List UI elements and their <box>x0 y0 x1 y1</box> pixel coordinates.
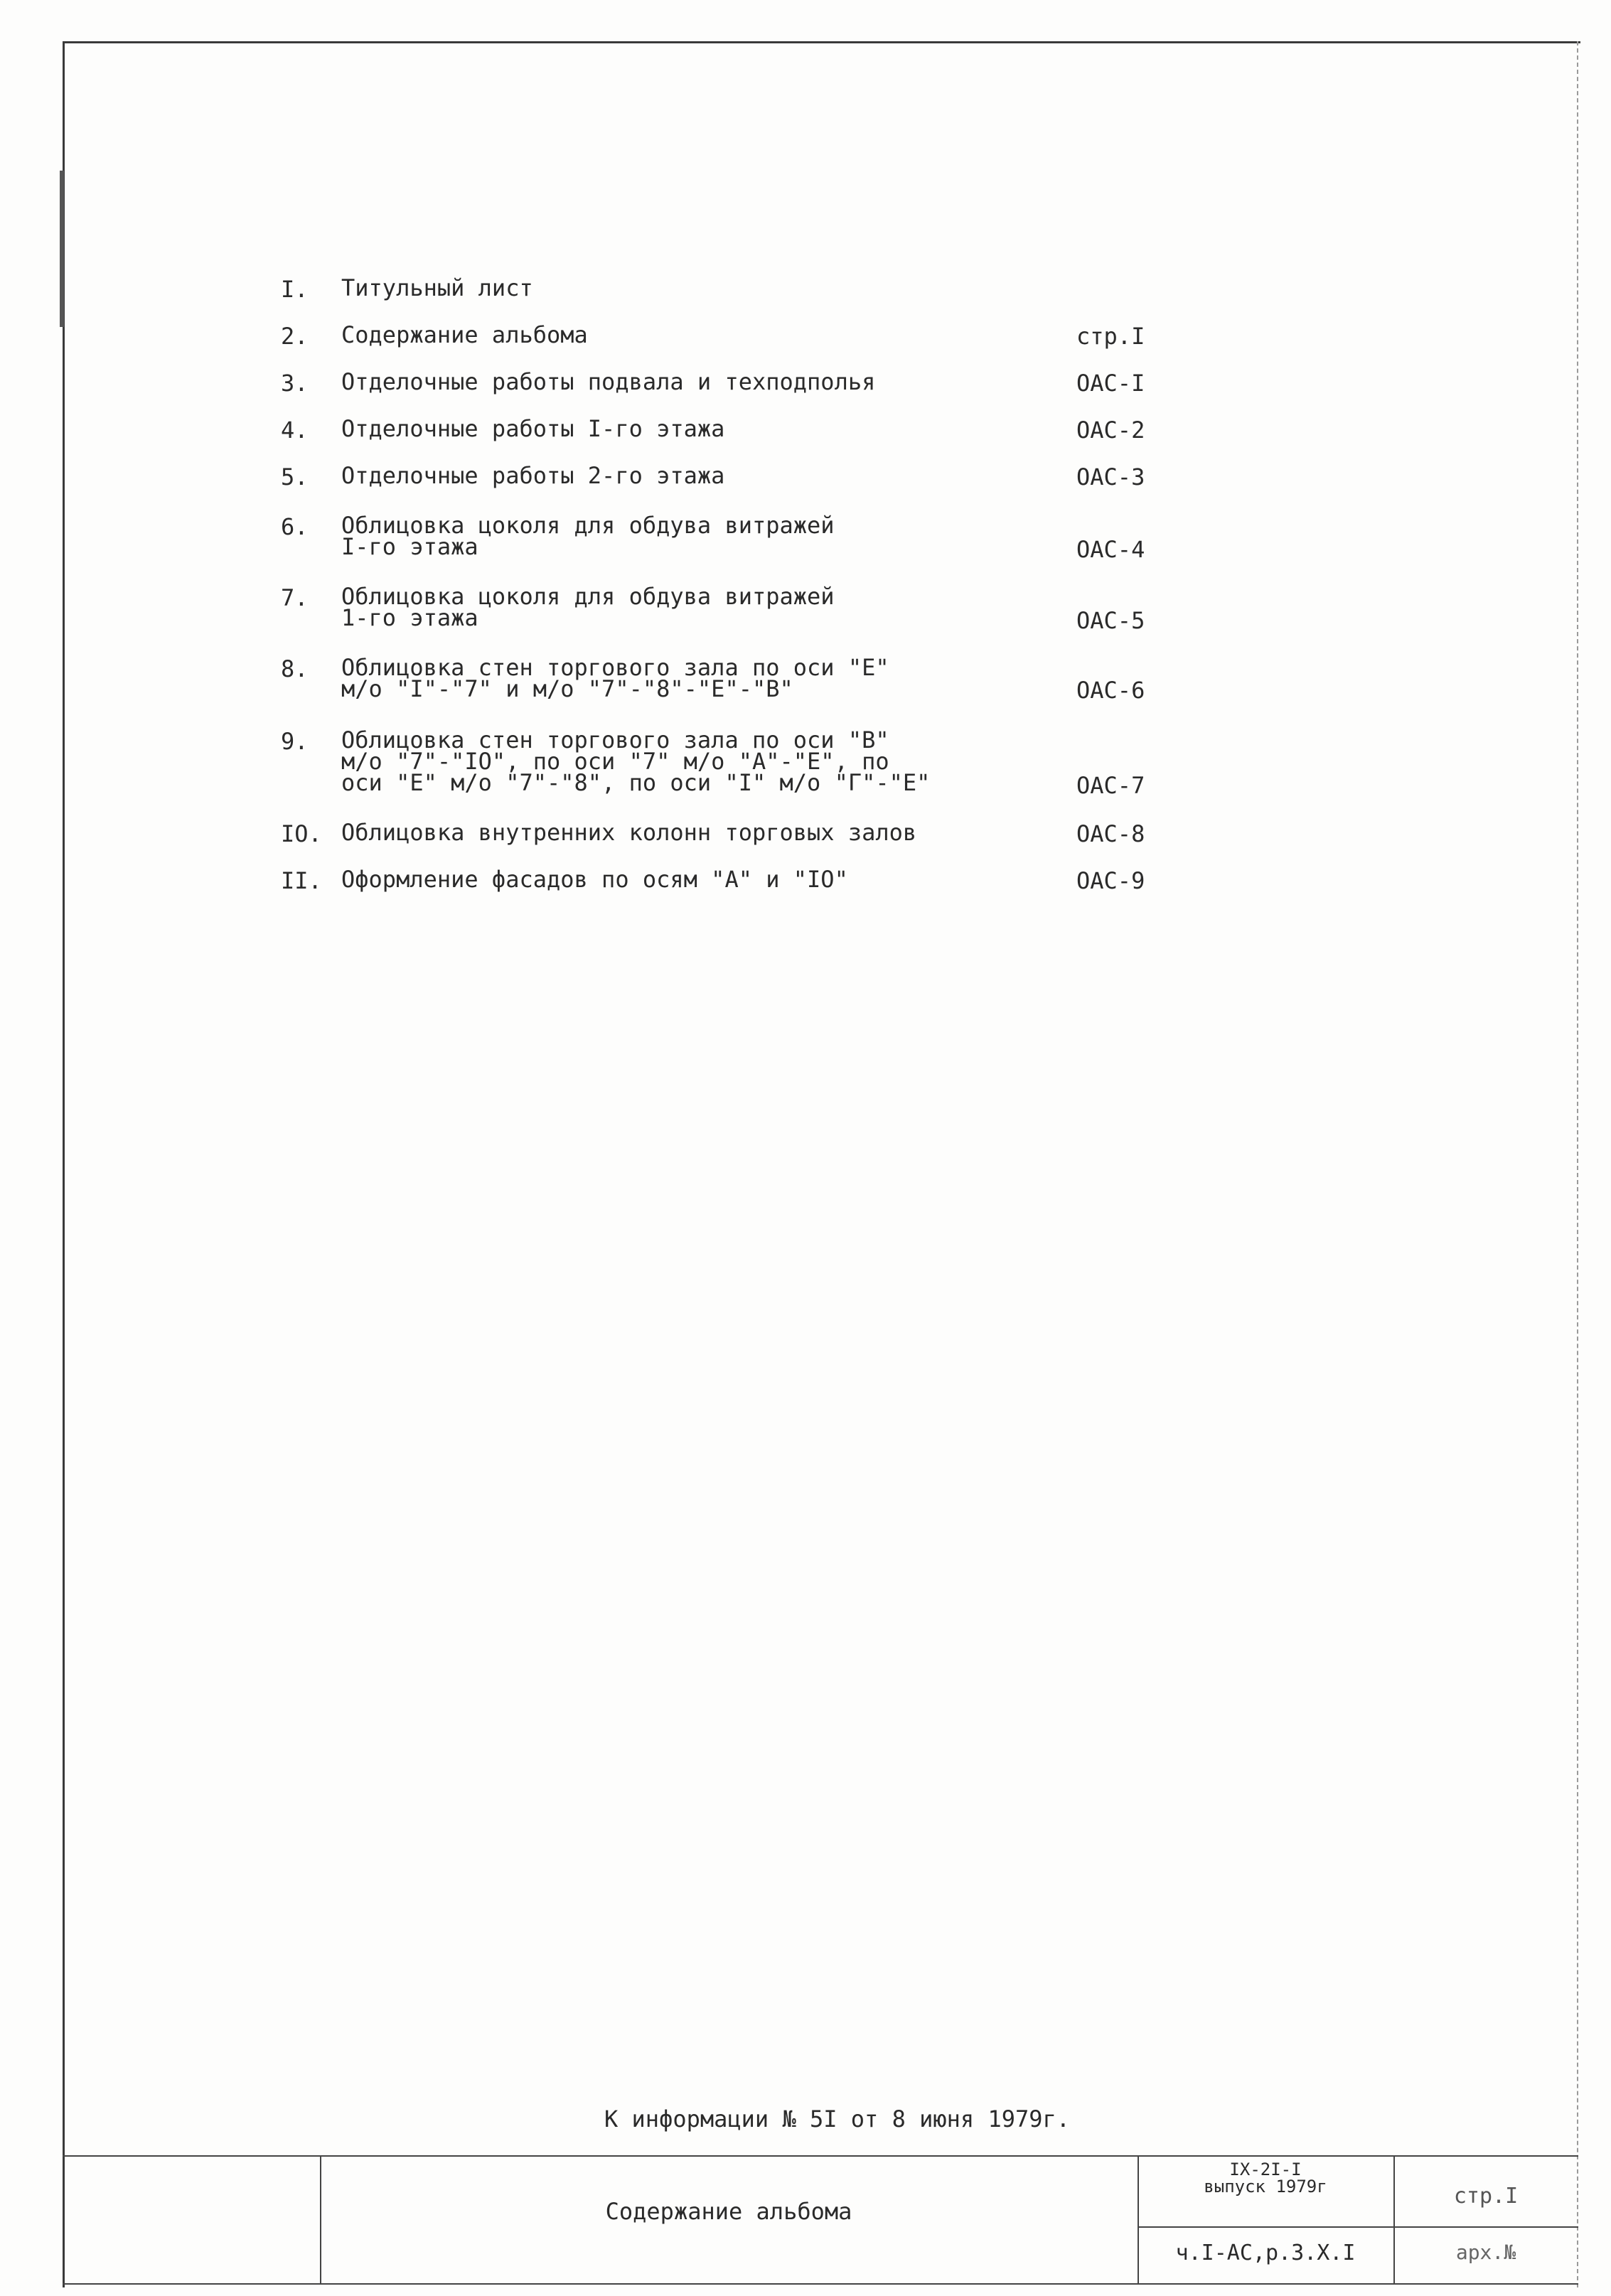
toc-title <box>341 583 1052 631</box>
toc-title-line: Титульный лист <box>341 274 533 301</box>
toc-title <box>341 321 1052 348</box>
toc-title-line: Облицовка цоколя для обдува витражей <box>341 583 835 610</box>
toc-number: 8. <box>281 655 309 682</box>
toc-number: 2. <box>281 323 309 350</box>
toc-sheet-code: ОАС-7 <box>1076 772 1145 799</box>
toc-title <box>341 415 1052 442</box>
binding-mark <box>60 171 64 327</box>
toc-title-line: Отделочные работы 2-го этажа <box>341 462 725 489</box>
toc-number: 6. <box>281 513 309 540</box>
title-block-divider <box>1138 2226 1578 2228</box>
toc-title-line: I-го этажа <box>341 533 478 560</box>
album-title: Содержание альбома <box>605 2198 852 2225</box>
page-number: стр.I <box>1453 2184 1519 2209</box>
toc-title-line: м/о "7"-"IO", по оси "7" м/о "А"-"Е", по <box>341 748 889 775</box>
toc-title-line: Содержание альбома <box>341 321 588 348</box>
frame-left-line <box>63 41 65 2287</box>
toc-title-line: Облицовка стен торгового зала по оси "В" <box>341 726 889 753</box>
frame-top-line <box>63 41 1580 43</box>
toc-title-line: м/о "I"-"7" и м/о "7"-"8"-"Е"-"В" <box>341 675 793 702</box>
toc-title <box>341 462 1052 489</box>
toc-title-line: Облицовка стен торгового зала по оси "Е" <box>341 654 889 681</box>
title-block-top-line <box>63 2155 1578 2157</box>
toc-number: II. <box>281 867 322 894</box>
toc-sheet-code: ОАС-4 <box>1076 536 1145 563</box>
toc-sheet-code: ОАС-2 <box>1076 417 1145 444</box>
toc-title <box>341 819 1052 846</box>
toc-title-line: Облицовка внутренних колонн торговых залов <box>341 819 917 846</box>
toc-sheet-code: ОАС-I <box>1076 370 1145 397</box>
toc-sheet-code: ОАС-8 <box>1076 820 1145 847</box>
toc-sheet-code: ОАС-5 <box>1076 607 1145 634</box>
toc-title <box>341 654 1052 702</box>
information-note: К информации № 5I от 8 июня 1979г. <box>604 2105 1071 2133</box>
title-block-bottom-line <box>63 2283 1578 2285</box>
toc-title <box>341 368 1052 395</box>
toc-title <box>341 726 1052 796</box>
toc-sheet-code: стр.I <box>1076 323 1145 350</box>
title-block <box>63 2155 1578 2287</box>
toc-title-line: Отделочные работы I-го этажа <box>341 415 725 442</box>
archive-number: арх.№ <box>1455 2241 1516 2264</box>
toc-title <box>341 512 1052 560</box>
toc-number: 7. <box>281 584 309 611</box>
title-block-divider <box>1393 2155 1395 2283</box>
toc-sheet-code: ОАС-6 <box>1076 677 1145 704</box>
toc-title-line: Облицовка цоколя для обдува витражей <box>341 512 835 539</box>
toc-number: IO. <box>281 820 322 847</box>
toc-title-line: Отделочные работы подвала и техподполья <box>341 368 876 395</box>
series-number: IX-2I-I <box>1229 2160 1302 2179</box>
toc-title-line: 1-го этажа <box>341 604 478 631</box>
toc-title <box>341 866 1052 893</box>
toc-title-line: Оформление фасадов по осям "А" и "IO" <box>341 866 848 893</box>
toc-title <box>341 274 1052 301</box>
toc-title-line: оси "Е" м/о "7"-"8", по оси "I" м/о "Г"-"Е" <box>341 769 931 796</box>
toc-number: 4. <box>281 417 309 444</box>
toc-number: 3. <box>281 370 309 397</box>
toc-sheet-code: ОАС-3 <box>1076 463 1145 490</box>
toc-number: 9. <box>281 728 309 755</box>
toc-sheet-code: ОАС-9 <box>1076 867 1145 894</box>
toc-number: 5. <box>281 463 309 490</box>
frame-right-line <box>1577 41 1578 2287</box>
toc-number: I. <box>281 276 309 303</box>
series-code <box>1138 2161 1393 2195</box>
series-issue: выпуск 1979г <box>1204 2177 1327 2196</box>
part-code: ч.I-АС,р.3.Х.I <box>1175 2241 1356 2265</box>
